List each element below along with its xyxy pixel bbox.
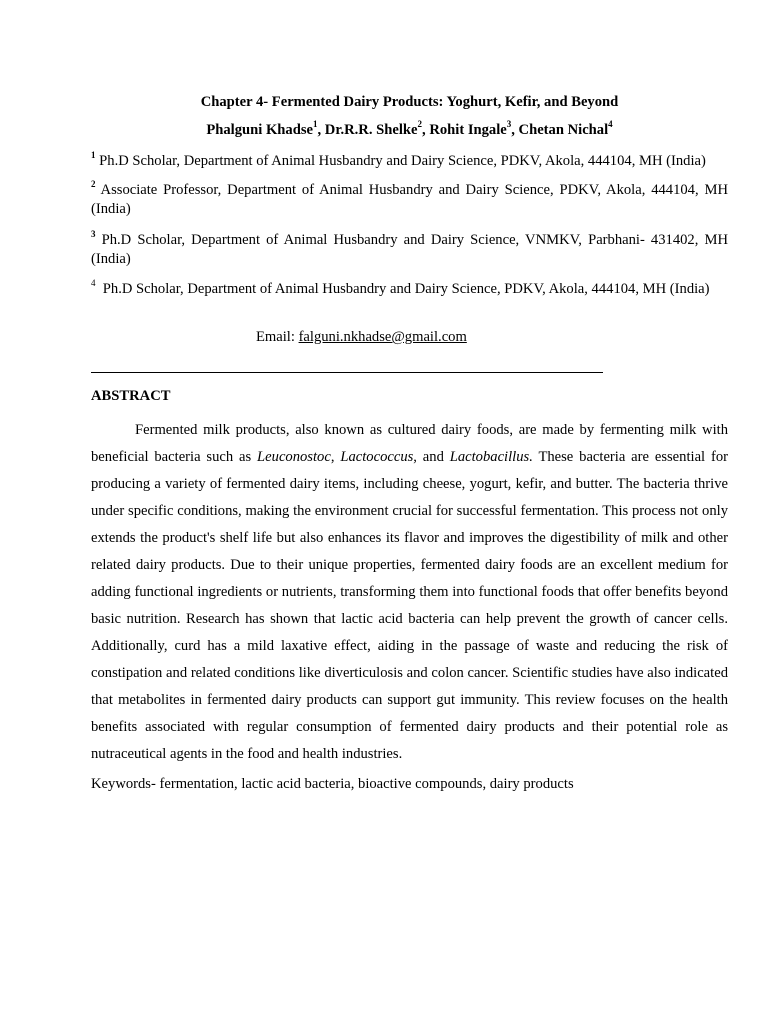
- abstract-text: These bacteria are essential for producing a variety of fermented dairy items, including cheese, yogurt, kefir, and butter. The bacteria thrive under specific conditions, making the environment crucial for successful fermentation. This process not only extends the product's shelf life but also enhances its flavor and improves the digestibility of milk and other related dairy products. Due to their unique properties, fermented dairy foods are an excellent medium for adding functional ingredients or nutrients, transforming them into functional foods that offer benefits beyond basic nutrition. Research has shown that lactic acid bacteria can help prevent the growth of cancer cells. Additionally, curd has a mild laxative effect, aiding in the passage of waste and reducing the risk of constipation and related conditions like diverticulosis and colon cancer. Scientific studies have also indicated that metabolites in fermented dairy products can support gut immunity. This review focuses on the health benefits associated with regular consumption of fermented dairy products and their potential role as nutraceutical agents in the food and health industries.: [91, 449, 728, 762]
- author-list: [91, 121, 728, 139]
- affiliation-text: Ph.D Scholar, Department of Animal Husbandry and Dairy Science, PDKV, Akola, 444104, MH (India): [102, 281, 710, 297]
- affiliation-number: 2: [91, 179, 96, 190]
- abstract-text: , and: [413, 449, 450, 465]
- contact-email: [256, 328, 467, 346]
- abstract-text: ,: [330, 449, 341, 465]
- affiliation-1: [91, 152, 728, 171]
- email-link[interactable]: falguni.nkhadse@gmail.com: [298, 329, 467, 345]
- affiliation-text: Ph.D Scholar, Department of Animal Husbandry and Dairy Science, VNMKV, Parbhani- 431402, MH (India): [91, 232, 728, 267]
- affiliation-text: Ph.D Scholar, Department of Animal Husbandry and Dairy Science, PDKV, Akola, 444104, MH (India): [99, 153, 706, 169]
- keywords-line: Keywords- fermentation, lactic acid bacteria, bioactive compounds, dairy products: [91, 776, 574, 792]
- author-name: Chetan Nichal: [518, 122, 609, 138]
- section-divider: [91, 372, 603, 373]
- bacteria-genus: Lactobacillus.: [449, 449, 533, 465]
- author-name: Phalguni Khadse: [206, 122, 313, 138]
- bacteria-genus: Lactococcus: [340, 449, 414, 465]
- affiliation-number: 3: [91, 229, 96, 240]
- abstract-paragraph: [91, 417, 728, 768]
- author-affiliation-mark: 1: [313, 119, 318, 130]
- author-name: Rohit Ingale: [429, 122, 507, 138]
- affiliation-number: 4: [91, 278, 96, 289]
- bacteria-genus: Leuconostoc: [257, 449, 331, 465]
- affiliation-2: [91, 181, 728, 219]
- author-separator: ,: [422, 122, 430, 138]
- author-name: Dr.R.R. Shelke: [324, 122, 418, 138]
- affiliation-3: [91, 231, 728, 269]
- chapter-title: Chapter 4- Fermented Dairy Products: Yoghurt, Kefir, and Beyond: [200, 94, 619, 110]
- abstract-heading: ABSTRACT: [91, 388, 171, 404]
- author-affiliation-mark: 2: [417, 119, 423, 130]
- author-affiliation-mark: 3: [506, 119, 512, 130]
- affiliation-text: Associate Professor, Department of Animal Husbandry and Dairy Science, PDKV, Akola, 444104, MH (India): [91, 182, 728, 217]
- affiliation-number: 1: [91, 150, 96, 161]
- author-separator: ,: [317, 122, 325, 138]
- affiliation-4: [91, 280, 728, 299]
- author-separator: ,: [511, 122, 519, 138]
- email-label: Email:: [256, 329, 299, 345]
- author-affiliation-mark: 4: [608, 119, 613, 130]
- abstract-text: Fermented milk products, also known as cultured dairy foods, are made by fermenting milk with beneficial bacteria such as: [91, 422, 728, 465]
